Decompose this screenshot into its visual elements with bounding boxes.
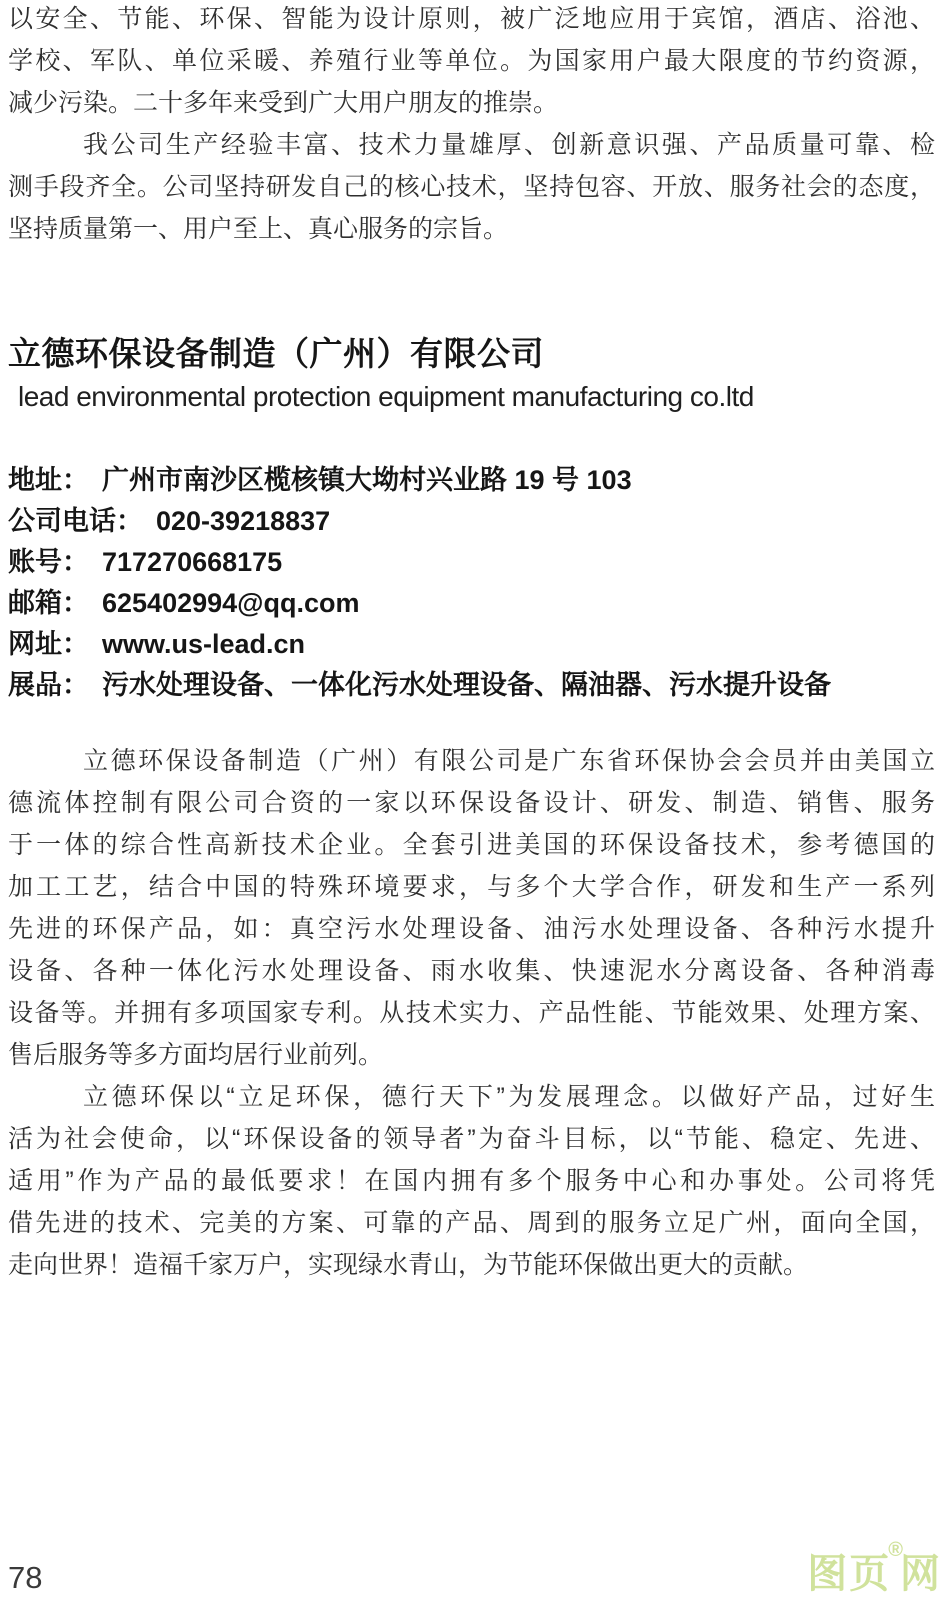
info-value-account: 717270668175 (102, 547, 283, 577)
company-name-cn: 立德环保设备制造（广州）有限公司 (8, 335, 544, 372)
profile-paragraph-1 (8, 740, 935, 1076)
contact-info-section (8, 460, 935, 706)
watermark-logo (807, 1540, 942, 1594)
paragraph-line: 活为社会使命，以“环保设备的领导者”为奋斗目标，以“节能、稳定、先进、 (8, 1125, 935, 1153)
info-value-email: 625402994@qq.com (102, 588, 360, 618)
info-label-exhibits: 展品： (8, 670, 89, 700)
paragraph-line: 我公司生产经验丰富、技术力量雄厚、创新意识强、产品质量可靠、检 (83, 131, 935, 159)
paragraph-line: 先进的环保产品，如：真空污水处理设备、油污水处理设备、各种污水提升 (8, 915, 935, 943)
profile-paragraph-2 (8, 1076, 935, 1286)
paragraph-line: 立德环保以“立足环保，德行天下”为发展理念。以做好产品，过好生 (83, 1083, 935, 1111)
watermark-text-part2: 网 (900, 1552, 942, 1596)
paragraph-line: 立德环保设备制造（广州）有限公司是广东省环保协会会员并由美国立 (83, 747, 935, 775)
paragraph-line: 以安全、节能、环保、智能为设计原则，被广泛地应用于宾馆，酒店、浴池、 (8, 5, 935, 33)
info-row-email (8, 583, 935, 624)
paragraph-line: 于一体的综合性高新技术企业。全套引进美国的环保设备技术，参考德国的 (8, 831, 935, 859)
info-label-phone: 公司电话： (8, 506, 143, 536)
paragraph-line: 售后服务等多方面均居行业前列。 (8, 1041, 384, 1069)
paragraph-line: 适用”作为产品的最低要求！在国内拥有多个服务中心和办事处。公司将凭 (8, 1167, 935, 1195)
info-row-website (8, 624, 935, 665)
paragraph-line: 设备等。并拥有多项国家专利。从技术实力、产品性能、节能效果、处理方案、 (8, 999, 935, 1027)
paragraph-line: 加工工艺，结合中国的特殊环境要求，与多个大学合作，研发和生产一系列 (8, 873, 935, 901)
info-value-phone: 020-39218837 (156, 506, 331, 536)
paragraph-line: 设备、各种一体化污水处理设备、雨水收集、快速泥水分离设备、各种消毒 (8, 957, 935, 985)
info-label-address: 地址： (8, 465, 89, 495)
info-label-website: 网址： (8, 629, 89, 659)
watermark-text-part1: 图页 (807, 1552, 892, 1596)
info-row-phone (8, 501, 935, 542)
paragraph-line: 走向世界！造福千家万户，实现绿水青山，为节能环保做出更大的贡献。 (8, 1251, 809, 1279)
paragraph-line: 减少污染。二十多年来受到广大用户朋友的推崇。 (8, 89, 559, 117)
intro-paragraph-1 (8, 0, 935, 124)
company-profile-section (8, 740, 935, 1286)
paragraph-line: 测手段齐全。公司坚持研发自己的核心技术，坚持包容、开放、服务社会的态度， (8, 173, 935, 201)
info-label-email: 邮箱： (8, 588, 89, 618)
paragraph-line: 德流体控制有限公司合资的一家以环保设备设计、研发、制造、销售、服务 (8, 789, 935, 817)
registered-trademark-icon: ® (888, 1539, 903, 1561)
paragraph-line: 坚持质量第一、用户至上、真心服务的宗旨。 (8, 215, 509, 243)
paragraph-line: 学校、军队、单位采暖、养殖行业等单位。为国家用户最大限度的节约资源， (8, 47, 935, 75)
info-row-exhibits (8, 665, 935, 706)
intro-section (8, 0, 935, 250)
company-name-en: lead environmental protection equipment manufacturing co.ltd (18, 381, 754, 412)
info-value-address: 广州市南沙区榄核镇大坳村兴业路 19 号 103 (102, 465, 632, 495)
paragraph-line: 借先进的技术、完美的方案、可靠的产品、周到的服务立足广州，面向全国， (8, 1209, 935, 1237)
info-value-exhibits: 污水处理设备、一体化污水处理设备、隔油器、污水提升设备 (102, 670, 831, 700)
info-row-address (8, 460, 935, 501)
company-header (8, 333, 935, 415)
page-number: 78 (8, 1560, 43, 1595)
info-row-account (8, 542, 935, 583)
intro-paragraph-2 (8, 124, 935, 250)
info-label-account: 账号： (8, 547, 89, 577)
info-value-website: www.us-lead.cn (102, 629, 306, 659)
